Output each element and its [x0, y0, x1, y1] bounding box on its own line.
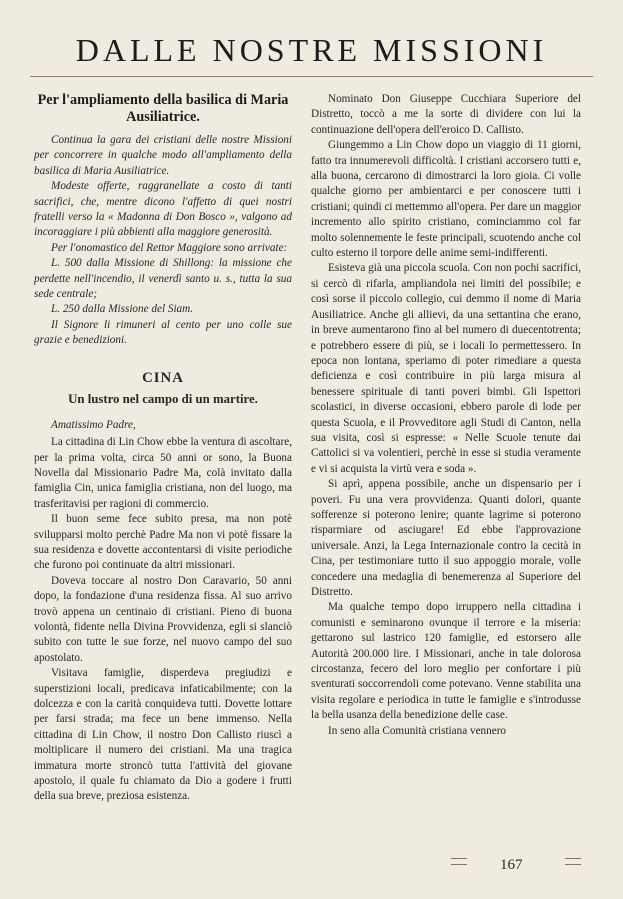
- body-paragraph: Si aprì, appena possibile, anche un dispensario per i poveri. Fu una vera provvidenza. Quanti dolori, quante sofferenze si poterono lenire; quante lagrime si poterono risparmiare od asciugare! Ed ebbe l'approvazione universale. Anzi, la Lega Internazionale contro la cecità in Cina, per testimoniare tutto il suo appoggio morale, volle concedere una medaglia di benemerenza al Superiore del Distretto.: [311, 478, 581, 598]
- body-paragraph: Giungemmo a Lin Chow dopo un viaggio di 11 giorni, fatto tra innumerevoli difficoltà. I cristiani accorsero tutti e, alla buona, cercarono di dimostrarci la loro gioia. Ci volle qualche giorno per ambientarci e per conoscere tutti i cristiani; quindi ci mettemmo all'opera. Per dare un maggior incremento allo spirito cristiano, cominciammo col far molto solennemente le feste principali, scuotendo anche col culto esterno il torpore delle anime semi-indifferenti.: [311, 139, 581, 260]
- header-rule: [30, 76, 593, 77]
- right-column: [311, 92, 581, 739]
- article-paragraph: Continua la gara dei cristiani delle nostre Missioni per concorrere in qualche modo all'ampliamento della basilica di Maria Ausiliatrice.: [34, 134, 292, 177]
- body-paragraph: Visitava famiglie, disperdeva pregiudizi e superstizioni locali, predicava infaticabilmente; con la dolcezza e con la carità conquideva tutti. Dovette lottare per farsi strada; ma fece un bene immenso. Nella cittadina di Lin Chow, il nostro Don Callisto riuscì a moltiplicare il numero dei cristiani. Ma una tragica immatura morte stroncò tutta l'attività del giovane apostolo, il quale fu chiamato da Dio a godere i frutti della sua breve, preziosa esistenza.: [34, 667, 292, 803]
- body-paragraph: Il buon seme fece subito presa, ma non potè svilupparsi molto perchè Padre Ma non vi potè fissare la sua residenza e dovette accontentarsi di visite periodiche che furono poi continuate da altri missionari.: [34, 513, 292, 572]
- body-paragraph: In seno alla Comunità cristiana vennero: [328, 724, 507, 737]
- body-paragraph: Doveva toccare al nostro Don Caravario, 50 anni dopo, la fondazione d'una residenza fissa. Al suo arrivo trovò appena un centinaio di cristiani. Pieno di buona volontà, fidente nella Divina Provvidenza, egli si slanciò subito con tutte le sue forze, nel nuovo campo del suo apostolato.: [34, 574, 292, 664]
- article-paragraph: Il Signore li rimuneri al cento per uno colle sue grazie e benedizioni.: [34, 318, 292, 347]
- body-paragraph: Ma qualche tempo dopo irruppero nella cittadina i comunisti e seminarono ovunque il terrore e la miseria: gettarono sul lastrico 120 famiglie, ed estorsero alle Autorità 200.000 lire. I Missionari, anche in tale dolorosa circostanza, fecero del loro meglio per confortare i più sventurati soccorrendoli come potevano. Venne stabilita una visita regolare e periodica in tutte le famiglie e s'introdusse la bella usanza della benedizione delle case.: [311, 601, 581, 722]
- section-subheading: Un lustro nel campo di un martire.: [68, 391, 258, 406]
- body-paragraph: Nominato Don Giuseppe Cucchiara Superiore del Distretto, toccò a me la sorte di dividere con lui la continuazione dell'opera dell'eroico D. Callisto.: [311, 93, 581, 136]
- body-paragraph: La cittadina di Lin Chow ebbe la ventura di ascoltare, per la prima volta, circa 50 anni or sono, la Buona Novella dal Missionario Padre Ma, colà invitato dalla famiglia Cin, unica famiglia cristiana, non del luogo, ma trasferitavisi per ragioni di commercio.: [34, 436, 292, 510]
- article-paragraph: L. 250 dalla Missione del Siam.: [51, 303, 194, 316]
- article-paragraph: Per l'onomastico del Rettor Maggiore sono arrivate:: [51, 241, 288, 254]
- page-number: 167: [500, 857, 523, 873]
- article-paragraph: Modeste offerte, raggranellate a costo di tanti sacrifici, che, mentre dicono l'affetto di quei nostri fratelli verso la « Madonna di Don Bosco », valgono ad incoraggiare i più abbienti alla maggiore generosità.: [34, 180, 292, 239]
- section-heading: CINA: [142, 369, 184, 386]
- left-column: [34, 92, 292, 805]
- page-ornament-right: [565, 858, 581, 865]
- page-ornament-left: [451, 858, 467, 865]
- body-paragraph: Esisteva già una piccola scuola. Con non pochi sacrifici, si cercò di rifarla, ampliandola nei limiti del possibile; e così sorse il piccolo collegio, cui demmo il nome di Maria Ausiliatrice. Anche gli allievi, da una settantina che erano, in breve aumentarono fino al bel numero di duecentotrenta; e potrebbero essere di più, se i locali lo permettessero. In epoca non lontana, speriamo di poter rimediare a questa deficienza e così contribuire in più larga misura al benessere spirituale di tanti poveri bimbi. Gli Ispettori scolastici, in diverse occasioni, ebbero parole di lode per questa Scuola, e il Provveditore agli Studi di Canton, nella sua visita, così si espresse: « Nelle Scuole tenute dai Cattolici si va volentieri, perchè in esse si studia veramente e vi si acquista la virtù vera e soda ».: [311, 262, 581, 475]
- article-title: Per l'ampliamento della basilica di Maria Ausiliatrice.: [37, 92, 289, 125]
- article-paragraph: L. 500 dalla Missione di Shillong: la missione che perdette nell'incendio, il venerdì santo u. s., tutta la sua sede centrale;: [34, 257, 292, 301]
- salutation: Amatissimo Padre,: [51, 418, 136, 431]
- page-title: DALLE NOSTRE MISSIONI: [75, 32, 548, 68]
